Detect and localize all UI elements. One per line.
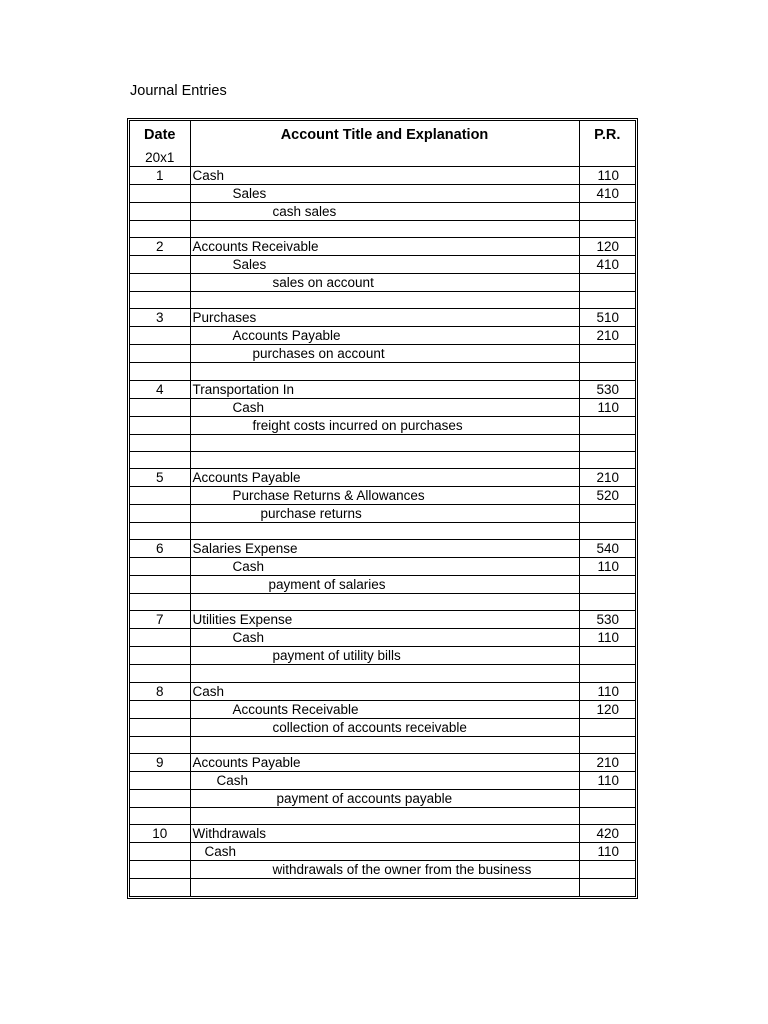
pr-cell bbox=[579, 718, 635, 736]
journal-body bbox=[130, 149, 635, 896]
table-row bbox=[130, 167, 635, 185]
table-row bbox=[130, 451, 635, 468]
account-cell: Cash bbox=[190, 771, 579, 789]
pr-cell bbox=[579, 149, 635, 167]
table-row bbox=[130, 824, 635, 842]
account-cell bbox=[190, 451, 579, 468]
account-cell: payment of accounts payable bbox=[190, 789, 579, 807]
pr-cell: 210 bbox=[579, 753, 635, 771]
date-cell bbox=[130, 203, 190, 221]
pr-cell bbox=[579, 292, 635, 309]
date-cell: 20x1 bbox=[130, 149, 190, 167]
date-cell bbox=[130, 771, 190, 789]
pr-cell: 120 bbox=[579, 238, 635, 256]
date-cell bbox=[130, 558, 190, 576]
pr-cell: 110 bbox=[579, 629, 635, 647]
table-row bbox=[130, 807, 635, 824]
date-cell bbox=[130, 700, 190, 718]
account-cell: sales on account bbox=[190, 274, 579, 292]
date-cell bbox=[130, 292, 190, 309]
date-cell bbox=[130, 327, 190, 345]
account-cell: freight costs incurred on purchases bbox=[190, 416, 579, 434]
account-cell bbox=[190, 292, 579, 309]
date-cell bbox=[130, 576, 190, 594]
pr-cell bbox=[579, 878, 635, 895]
account-cell: Accounts Payable bbox=[190, 327, 579, 345]
pr-cell: 110 bbox=[579, 842, 635, 860]
account-cell: Salaries Expense bbox=[190, 540, 579, 558]
date-cell bbox=[130, 274, 190, 292]
account-column-header: Account Title and Explanation bbox=[190, 121, 579, 149]
pr-cell bbox=[579, 594, 635, 611]
table-row bbox=[130, 558, 635, 576]
account-cell bbox=[190, 736, 579, 753]
pr-cell bbox=[579, 363, 635, 380]
account-cell: Sales bbox=[190, 256, 579, 274]
account-cell: Accounts Payable bbox=[190, 468, 579, 486]
table-row bbox=[130, 718, 635, 736]
pr-cell bbox=[579, 274, 635, 292]
account-cell: Cash bbox=[190, 629, 579, 647]
account-cell bbox=[190, 807, 579, 824]
account-cell bbox=[190, 434, 579, 451]
date-cell bbox=[130, 647, 190, 665]
date-cell bbox=[130, 221, 190, 238]
table-row bbox=[130, 665, 635, 682]
table-row bbox=[130, 398, 635, 416]
date-cell bbox=[130, 878, 190, 895]
pr-cell: 420 bbox=[579, 824, 635, 842]
table-row bbox=[130, 416, 635, 434]
date-cell bbox=[130, 434, 190, 451]
date-cell bbox=[130, 256, 190, 274]
date-cell bbox=[130, 665, 190, 682]
date-cell bbox=[130, 860, 190, 878]
account-cell: payment of salaries bbox=[190, 576, 579, 594]
date-cell bbox=[130, 718, 190, 736]
table-row bbox=[130, 203, 635, 221]
account-cell bbox=[190, 363, 579, 380]
date-cell bbox=[130, 451, 190, 468]
date-cell bbox=[130, 504, 190, 522]
table-row bbox=[130, 682, 635, 700]
pr-cell bbox=[579, 576, 635, 594]
page-title: Journal Entries bbox=[130, 83, 227, 99]
table-row bbox=[130, 345, 635, 363]
date-cell bbox=[130, 842, 190, 860]
account-cell: Cash bbox=[190, 398, 579, 416]
table-row bbox=[130, 860, 635, 878]
pr-cell bbox=[579, 345, 635, 363]
account-cell: Utilities Expense bbox=[190, 611, 579, 629]
pr-column-header: P.R. bbox=[579, 121, 635, 149]
pr-cell bbox=[579, 860, 635, 878]
account-cell: cash sales bbox=[190, 203, 579, 221]
pr-cell bbox=[579, 203, 635, 221]
table-row bbox=[130, 363, 635, 380]
table-row bbox=[130, 221, 635, 238]
table-row bbox=[130, 522, 635, 539]
pr-cell: 110 bbox=[579, 771, 635, 789]
header-row bbox=[130, 121, 635, 149]
account-cell bbox=[190, 594, 579, 611]
table-row bbox=[130, 540, 635, 558]
table-row bbox=[130, 594, 635, 611]
date-cell bbox=[130, 363, 190, 380]
pr-cell: 540 bbox=[579, 540, 635, 558]
date-cell: 2 bbox=[130, 238, 190, 256]
table-row bbox=[130, 486, 635, 504]
pr-cell: 110 bbox=[579, 558, 635, 576]
account-cell bbox=[190, 221, 579, 238]
date-cell bbox=[130, 416, 190, 434]
date-cell: 5 bbox=[130, 468, 190, 486]
pr-cell: 110 bbox=[579, 682, 635, 700]
date-cell bbox=[130, 736, 190, 753]
pr-cell bbox=[579, 451, 635, 468]
pr-cell bbox=[579, 221, 635, 238]
pr-cell bbox=[579, 807, 635, 824]
table-row bbox=[130, 274, 635, 292]
account-cell: Purchase Returns & Allowances bbox=[190, 486, 579, 504]
table-row bbox=[130, 771, 635, 789]
table-row bbox=[130, 629, 635, 647]
table-row bbox=[130, 238, 635, 256]
date-cell bbox=[130, 345, 190, 363]
date-cell: 1 bbox=[130, 167, 190, 185]
table-row bbox=[130, 842, 635, 860]
account-cell: withdrawals of the owner from the business bbox=[190, 860, 579, 878]
account-cell bbox=[190, 522, 579, 539]
account-cell: payment of utility bills bbox=[190, 647, 579, 665]
pr-cell: 410 bbox=[579, 256, 635, 274]
pr-cell: 530 bbox=[579, 380, 635, 398]
date-column-header: Date bbox=[130, 121, 190, 149]
pr-cell: 110 bbox=[579, 167, 635, 185]
pr-cell bbox=[579, 522, 635, 539]
account-cell: Purchases bbox=[190, 309, 579, 327]
date-cell: 4 bbox=[130, 380, 190, 398]
date-cell bbox=[130, 522, 190, 539]
pr-cell: 510 bbox=[579, 309, 635, 327]
date-cell: 8 bbox=[130, 682, 190, 700]
pr-cell: 210 bbox=[579, 327, 635, 345]
date-cell bbox=[130, 185, 190, 203]
pr-cell bbox=[579, 434, 635, 451]
account-cell: Accounts Receivable bbox=[190, 238, 579, 256]
account-cell: collection of accounts receivable bbox=[190, 718, 579, 736]
account-cell: Accounts Payable bbox=[190, 753, 579, 771]
pr-cell: 210 bbox=[579, 468, 635, 486]
table-row bbox=[130, 504, 635, 522]
table-row bbox=[130, 736, 635, 753]
table-row bbox=[130, 185, 635, 203]
date-cell bbox=[130, 486, 190, 504]
journal-table bbox=[127, 118, 638, 899]
date-cell bbox=[130, 398, 190, 416]
date-cell bbox=[130, 629, 190, 647]
table-row bbox=[130, 292, 635, 309]
account-cell: Transportation In bbox=[190, 380, 579, 398]
table-row bbox=[130, 256, 635, 274]
date-cell: 3 bbox=[130, 309, 190, 327]
account-cell bbox=[190, 878, 579, 895]
table-row bbox=[130, 149, 635, 167]
table-row bbox=[130, 434, 635, 451]
table-row bbox=[130, 878, 635, 895]
account-cell: Cash bbox=[190, 682, 579, 700]
pr-cell bbox=[579, 416, 635, 434]
date-cell: 9 bbox=[130, 753, 190, 771]
pr-cell: 520 bbox=[579, 486, 635, 504]
date-cell: 10 bbox=[130, 824, 190, 842]
table-row bbox=[130, 468, 635, 486]
account-cell: Accounts Receivable bbox=[190, 700, 579, 718]
pr-cell: 120 bbox=[579, 700, 635, 718]
account-cell: Withdrawals bbox=[190, 824, 579, 842]
table-row bbox=[130, 576, 635, 594]
pr-cell: 530 bbox=[579, 611, 635, 629]
table-row bbox=[130, 700, 635, 718]
account-cell bbox=[190, 149, 579, 167]
pr-cell bbox=[579, 789, 635, 807]
table-row bbox=[130, 647, 635, 665]
account-cell: Sales bbox=[190, 185, 579, 203]
table-row bbox=[130, 753, 635, 771]
pr-cell: 110 bbox=[579, 398, 635, 416]
table-row bbox=[130, 327, 635, 345]
account-cell: Cash bbox=[190, 842, 579, 860]
account-cell: purchases on account bbox=[190, 345, 579, 363]
date-cell bbox=[130, 807, 190, 824]
pr-cell bbox=[579, 665, 635, 682]
pr-cell bbox=[579, 647, 635, 665]
account-cell: Cash bbox=[190, 558, 579, 576]
date-cell bbox=[130, 594, 190, 611]
table-row bbox=[130, 611, 635, 629]
account-cell: purchase returns bbox=[190, 504, 579, 522]
date-cell bbox=[130, 789, 190, 807]
pr-cell bbox=[579, 736, 635, 753]
date-cell: 7 bbox=[130, 611, 190, 629]
table-row bbox=[130, 789, 635, 807]
date-cell: 6 bbox=[130, 540, 190, 558]
account-cell: Cash bbox=[190, 167, 579, 185]
pr-cell bbox=[579, 504, 635, 522]
table-row bbox=[130, 309, 635, 327]
account-cell bbox=[190, 665, 579, 682]
pr-cell: 410 bbox=[579, 185, 635, 203]
table-row bbox=[130, 380, 635, 398]
